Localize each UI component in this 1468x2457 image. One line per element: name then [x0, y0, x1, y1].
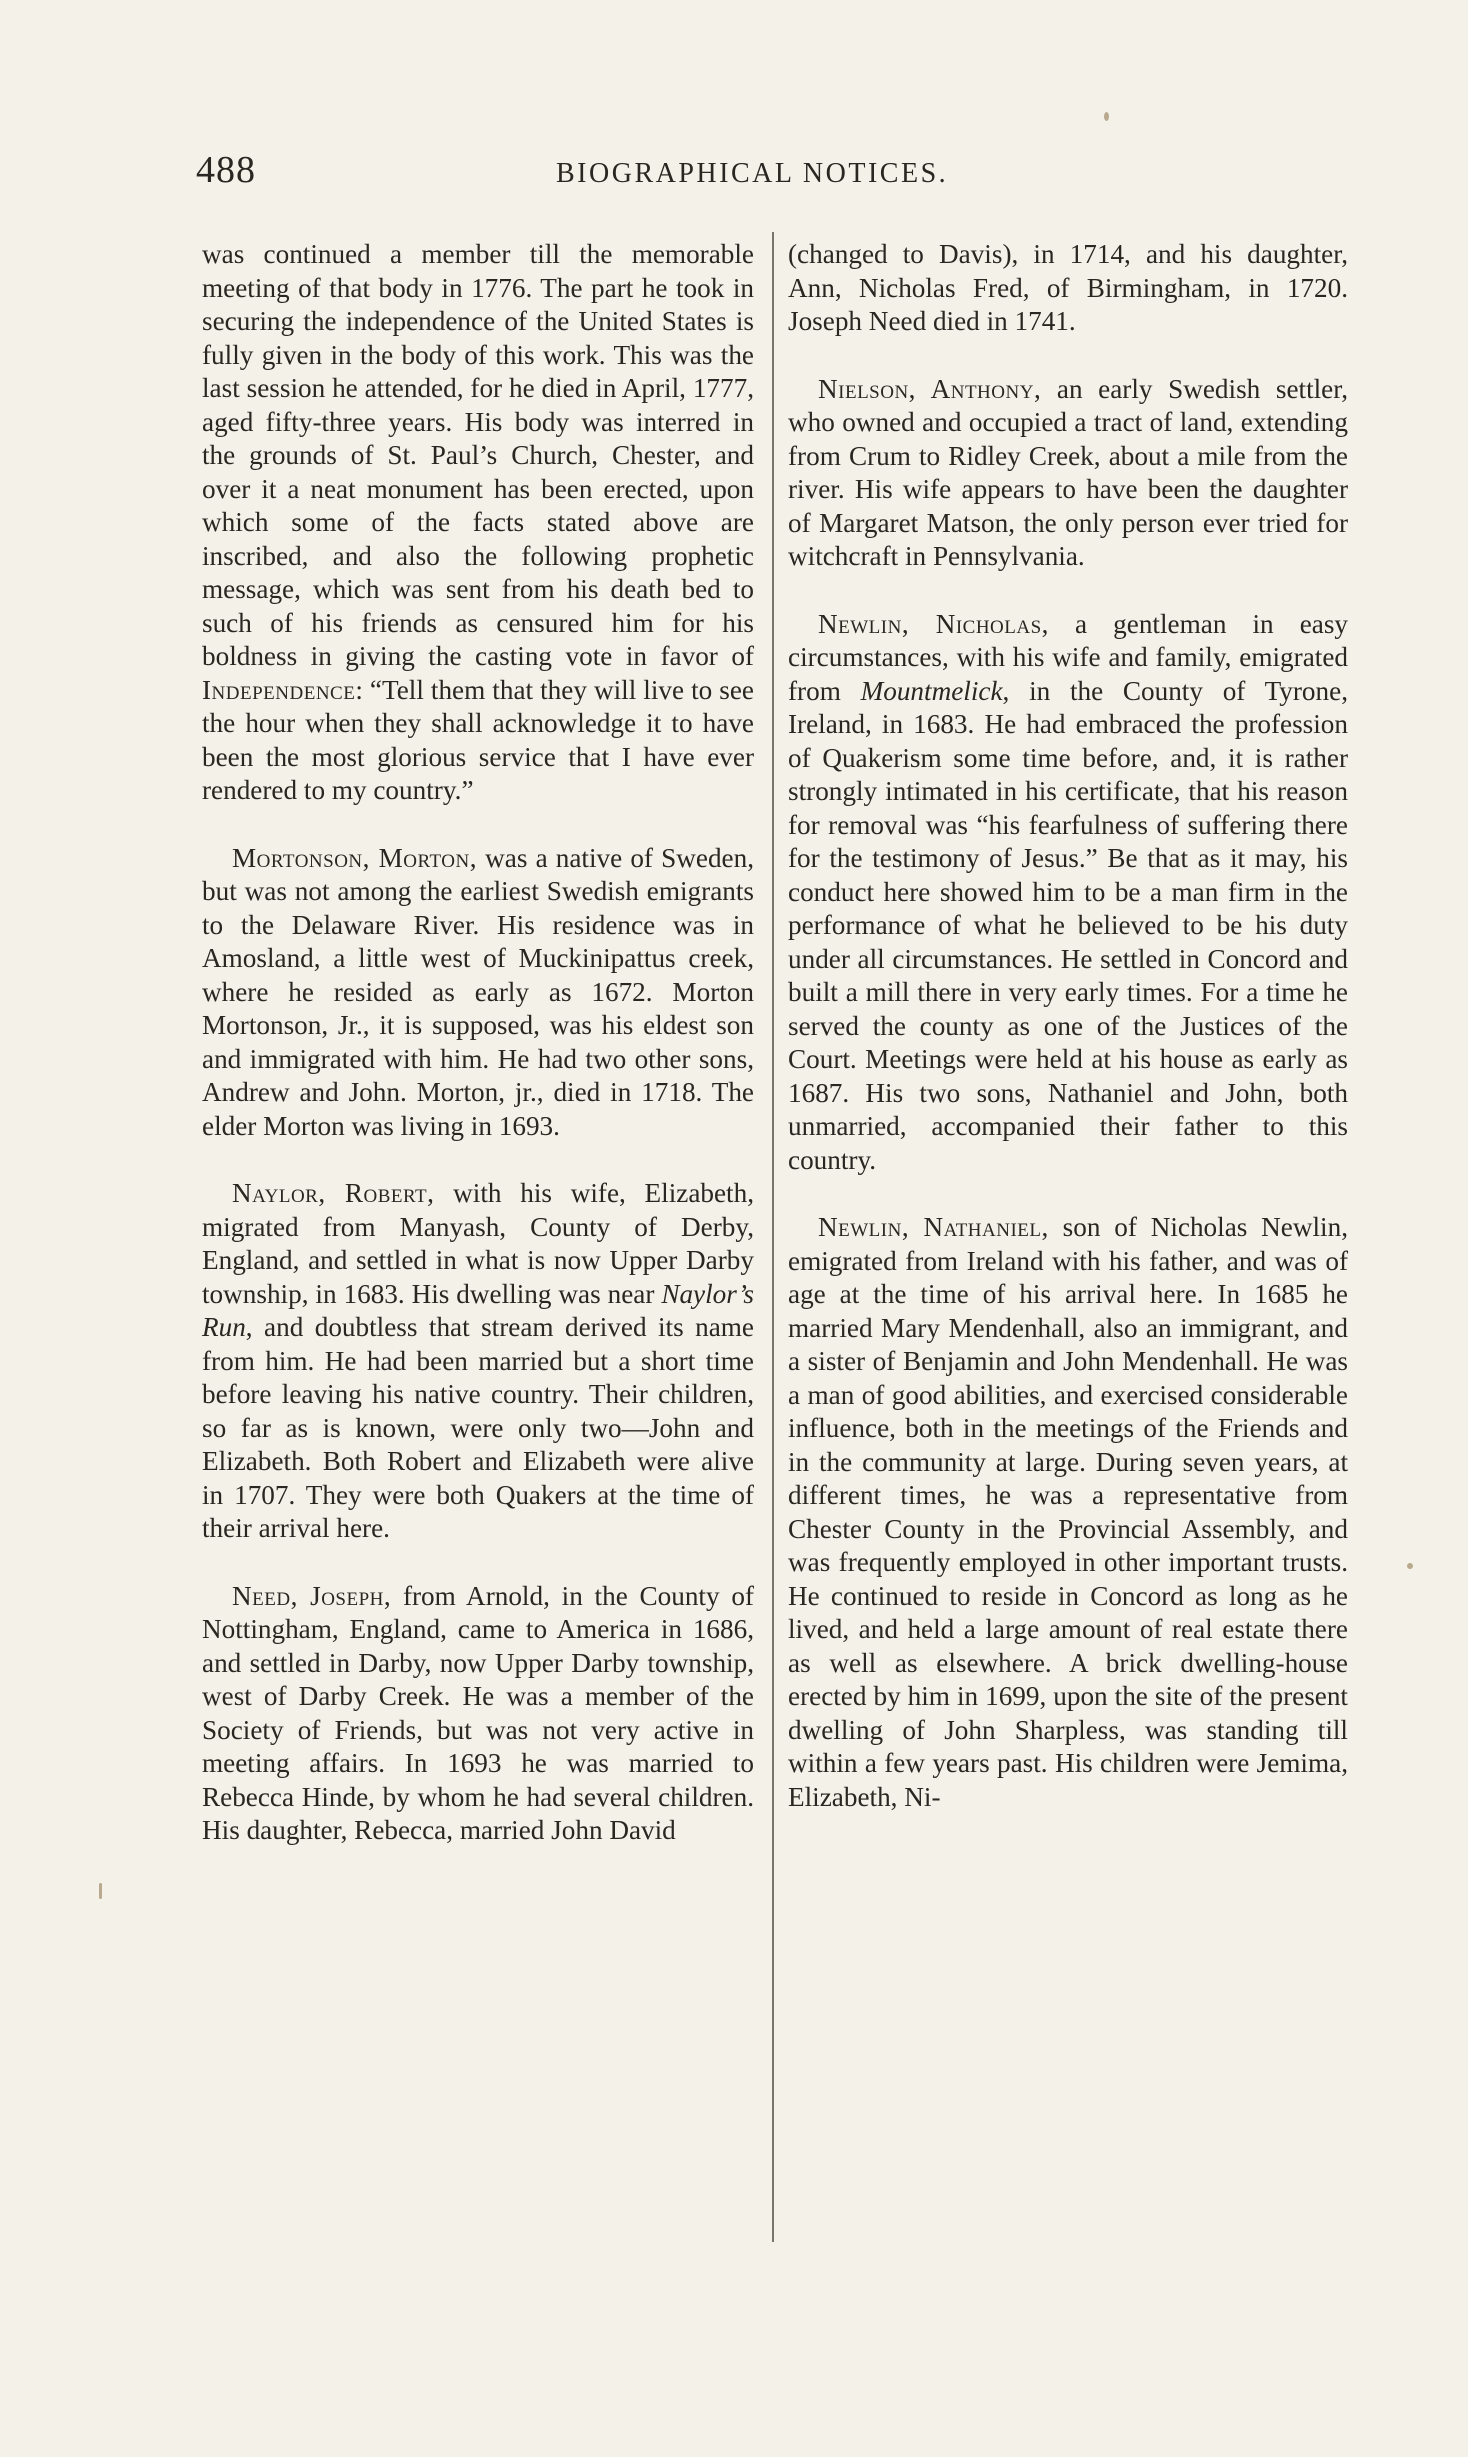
- entry-text: an early Swedish settler, who owned and occupied a tract of land, extending from Crum to Ridley Creek, about a mile from the river. His wife appears to have been the daughter of Margaret Matson, the only person ever tried for witchcraft in Pennsylvania.: [788, 373, 1349, 571]
- entry-name: Newlin, Nathaniel,: [818, 1212, 1049, 1242]
- entry-text: son of Nicholas Newlin, emigrated from Ireland with his father, and was of age at the time of his arrival here. In 1685 he married Mary Mendenhall, also an immigrant, and a sister of Benjamin and John Mendenhall. He was a man of good abilities, and exercised considerable influence, both in the meetings of the Friends and in the community at large. During seven years, at different times, he was a representative from Chester County in the Provincial Assembly, and was frequently employed in other important trusts. He continued to reside in Concord as long as he lived, and held a large amount of real estate there as well as elsewhere. A brick dwelling-house erected by him in 1699, upon the site of the present dwelling of John Sharpless, was standing till within a few years past. His children were Jemima, Elizabeth, Ni-: [788, 1212, 1348, 1812]
- entry-name: Need, Joseph,: [232, 1580, 392, 1611]
- entry-name: Nielson, Anthony,: [818, 373, 1042, 404]
- entry-name: Naylor, Robert,: [232, 1178, 435, 1208]
- entry-name: Mortonson, Morton,: [232, 842, 478, 873]
- entry-text: with his wife, Elizabeth, migrated from Manyash, County of Derby, England, and settled in what is now Upper Darby township, in 1683. His dwelling was near: [202, 1178, 754, 1309]
- page-number: 488: [196, 149, 256, 191]
- entry-need: [202, 1580, 754, 1848]
- italic-place: Naylor’s Run: [202, 1278, 754, 1342]
- entry-newlin-nathaniel: [788, 1211, 1348, 1814]
- entry-text: was a native of Sweden, but was not among the earliest Swedish emigrants to the Delaware River. His residence was in Amosland, a little west of Muckinipattus creek, where he resided as early as 1672. Morton Mortonson, Jr., it is supposed, was his eldest son and immigrated with him. He had two other sons, Andrew and John. Morton, jr., died in 1718. The elder Morton was living in 1693.: [202, 842, 754, 1141]
- paper-spot: [1407, 1563, 1413, 1569]
- entry-newlin-nicholas: [788, 608, 1348, 1178]
- paper-spot: [1104, 112, 1109, 121]
- entry-text: from Arnold, in the County of Nottingham, England, came to America in 1686, and settled in Darby, now Upper Darby township, west of Darby Creek. He was a member of the Society of Friends, but was not very active in meeting affairs. In 1693 he was married to Rebecca Hinde, by whom he had several children. His daughter, Rebecca, married John David: [202, 1580, 754, 1845]
- entry-text: a gentleman in easy circumstances, with his wife and family, emigrated from: [788, 608, 1349, 706]
- entry-need-continued: (changed to Davis), in 1714, and his daughter, Ann, Nicholas Fred, of Birmingham, in 1720. Joseph Need died in 1741.: [788, 239, 1348, 336]
- paper-spot: [99, 1883, 102, 1899]
- italic-place: Mountmelick: [860, 675, 1003, 706]
- right-column: [788, 238, 1348, 1814]
- entry-nielson: [788, 373, 1348, 574]
- entry-mortonson: [202, 842, 754, 1144]
- running-head: BIOGRAPHICAL NOTICES.: [556, 158, 949, 189]
- entry-name: Newlin, Nicholas,: [818, 608, 1049, 639]
- text: : “Tell them that they will live to see the hour when they shall acknowledge it to have been the most glorious service that I have ever rendered to my country.”: [202, 674, 754, 805]
- small-caps-word: Independence: [202, 674, 356, 705]
- left-column: [202, 238, 754, 1848]
- entry-text: , and doubtless that stream derived its name from him. He had been married but a short time before leaving his native country. Their children, so far as is known, were only two—John and Elizabeth. Both Robert and Elizabeth were alive in 1707. They were both Quakers at the time of their arrival here.: [202, 1312, 754, 1543]
- entry-text: , in the County of Tyrone, Ireland, in 1683. He had embraced the profession of Quakerism some time before, and, it is rather strongly intimated in his certificate, that his reason for removal was “his fearfulness of suffering there for the testimony of Jesus.” Be that as it may, his conduct here showed him to be a man firm in the performance of what he believed to be his duty under all circumstances. He settled in Concord and built a mill there in very early times. For a time he served the county as one of the Justices of the Court. Meetings were held at his house as early as 1687. His two sons, Nathaniel and John, both unmarried, accompanied their father to this country.: [788, 675, 1348, 1175]
- paragraph-continued: [202, 238, 754, 808]
- text: was continued a member till the memorable meeting of that body in 1776. The part he took in securing the independence of the United States is fully given in the body of this work. This was the last session he attended, for he died in April, 1777, aged fifty-three years. His body was interred in the grounds of St. Paul’s Church, Chester, and over it a neat monument has been erected, upon which some of the facts stated above are inscribed, and also the following prophetic message, which was sent from his death bed to such of his friends as censured him for his boldness in giving the casting vote in favor of: [202, 239, 754, 671]
- entry-naylor: [202, 1177, 754, 1546]
- column-divider: [772, 232, 774, 2242]
